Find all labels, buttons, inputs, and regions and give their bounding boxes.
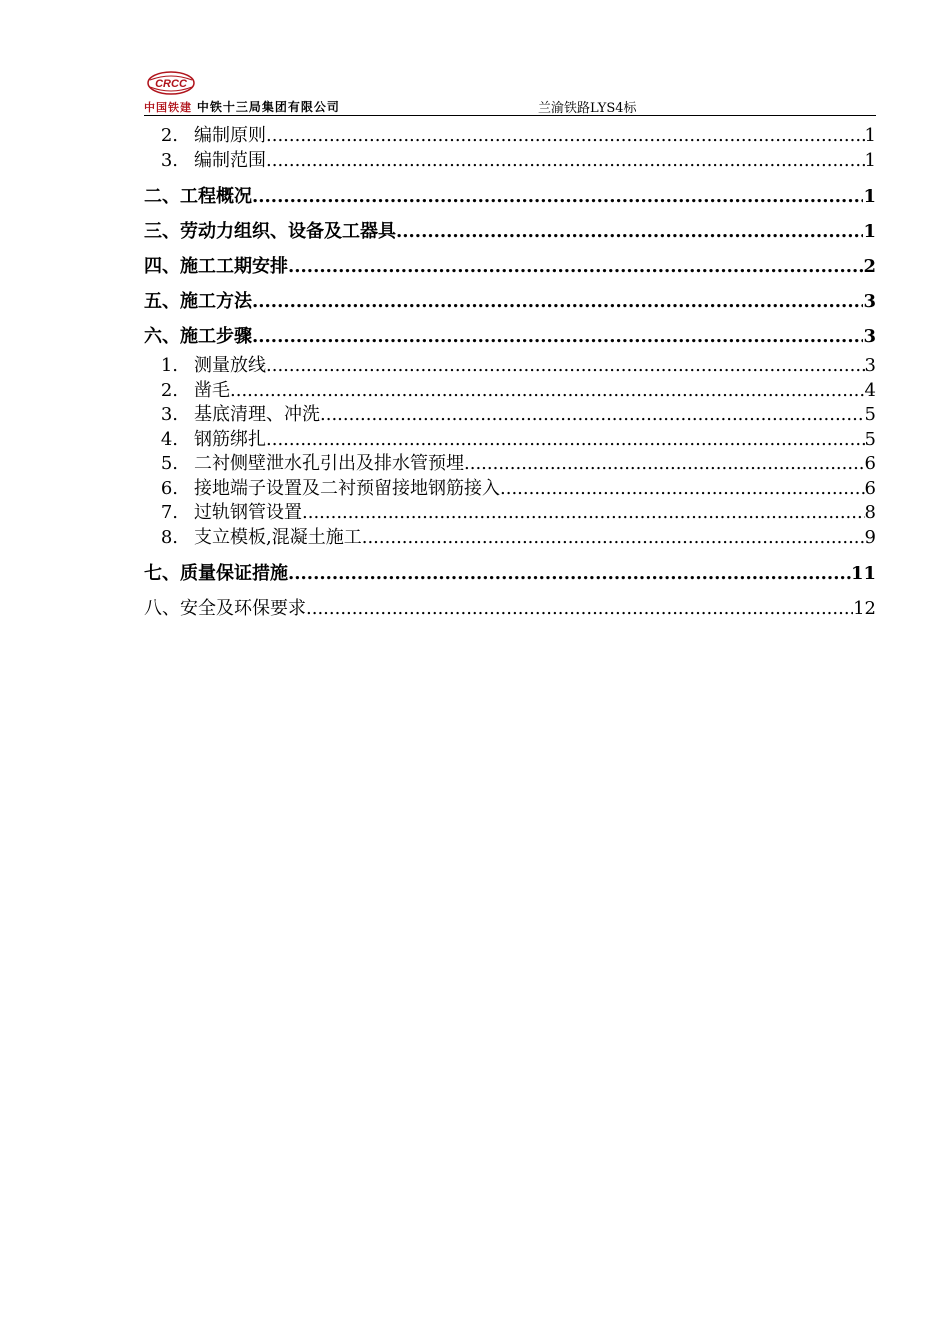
table-of-contents: [144, 124, 876, 626]
toc-entry-number: 3.: [160, 404, 178, 425]
toc-section-page: 1: [863, 186, 876, 207]
toc-section-7[interactable]: [144, 556, 876, 591]
toc-entry[interactable]: [144, 526, 876, 551]
toc-section-6[interactable]: [144, 319, 876, 354]
toc-section-8[interactable]: [144, 591, 876, 626]
company-name: [144, 98, 340, 115]
toc-section-title: 五、施工方法: [144, 291, 252, 312]
toc-entry[interactable]: [144, 379, 876, 404]
toc-entry-number: 7.: [160, 502, 178, 523]
toc-section-title: 六、施工步骤: [144, 326, 252, 347]
toc-entry-page: 1: [864, 125, 876, 146]
toc-leader-dots: [266, 149, 865, 174]
toc-leader-dots: [288, 556, 851, 591]
toc-leader-dots: [302, 501, 865, 526]
toc-leader-dots: [464, 452, 865, 477]
toc-entry[interactable]: [144, 354, 876, 379]
toc-leader-dots: [396, 214, 863, 249]
toc-entry-number: 2.: [160, 125, 178, 146]
toc-entry-title: 编制范围: [194, 149, 266, 171]
toc-entry-page: 1: [864, 149, 876, 171]
company-prefix: 中国铁建: [144, 101, 192, 114]
toc-leader-dots: [288, 249, 863, 284]
toc-section-5[interactable]: [144, 284, 876, 319]
toc-entry[interactable]: [144, 149, 876, 174]
company-main-name: 中铁十三局集团有限公司: [196, 100, 340, 114]
toc-leader-dots: [252, 319, 863, 354]
toc-entry[interactable]: [144, 452, 876, 477]
toc-entry-title: 测量放线: [194, 355, 266, 376]
toc-section-page: 3: [863, 326, 876, 347]
page-header: [144, 70, 876, 116]
toc-entry-number: 4.: [160, 428, 178, 450]
toc-section-title: 八、安全及环保要求: [144, 598, 306, 619]
svg-text:CRCC: CRCC: [155, 78, 187, 90]
toc-section-page: 12: [853, 598, 876, 619]
toc-leader-dots: [362, 526, 865, 551]
toc-entry-number: 1.: [160, 355, 178, 376]
toc-entry-title: 编制原则: [194, 125, 266, 146]
toc-entry-title: 二衬侧壁泄水孔引出及排水管预埋: [194, 453, 464, 474]
toc-entry-title: 接地端子设置及二衬预留接地钢筋接入: [194, 477, 500, 499]
toc-leader-dots: [266, 428, 865, 453]
toc-section-title: 二、工程概况: [144, 186, 252, 207]
toc-entry-page: 5: [864, 428, 876, 450]
toc-section-page: 2: [863, 256, 876, 277]
toc-leader-dots: [252, 284, 863, 319]
toc-entry[interactable]: [144, 501, 876, 526]
toc-entry-page: 9: [864, 526, 876, 548]
toc-section-title: 四、施工工期安排: [144, 256, 288, 277]
toc-entry[interactable]: [144, 403, 876, 428]
toc-entry-title: 凿毛: [194, 379, 230, 401]
toc-entry-number: 6.: [160, 477, 178, 499]
toc-entry-title: 过轨钢管设置: [194, 502, 302, 523]
toc-entry-title: 支立模板,混凝土施工: [194, 526, 362, 548]
toc-entry-title: 钢筋绑扎: [194, 428, 266, 450]
toc-leader-dots: [230, 379, 865, 404]
toc-leader-dots: [306, 591, 853, 626]
toc-entry-page: 6: [864, 477, 876, 499]
toc-section-title: 三、劳动力组织、设备及工器具: [144, 221, 396, 242]
toc-section-page: 11: [850, 563, 876, 584]
project-name: 兰渝铁路LYS4标: [538, 101, 637, 116]
toc-leader-dots: [266, 124, 865, 149]
toc-section-2[interactable]: [144, 179, 876, 214]
toc-entry-number: 3.: [160, 149, 178, 171]
toc-entry-number: 8.: [160, 526, 178, 548]
toc-entry-number: 5.: [160, 453, 178, 474]
toc-entry-page: 5: [864, 404, 876, 425]
toc-entry-page: 3: [864, 355, 876, 376]
toc-section-3[interactable]: [144, 214, 876, 249]
toc-entry[interactable]: [144, 428, 876, 453]
toc-entry-number: 2.: [160, 379, 178, 401]
toc-leader-dots: [500, 477, 865, 502]
toc-leader-dots: [266, 354, 865, 379]
toc-leader-dots: [320, 403, 865, 428]
toc-entry-page: 6: [864, 453, 876, 474]
toc-entry[interactable]: [144, 124, 876, 149]
toc-entry[interactable]: [144, 477, 876, 502]
toc-entry-page: 4: [864, 379, 876, 401]
crcc-logo-icon: [146, 70, 196, 100]
toc-section-title: 七、质量保证措施: [144, 563, 288, 584]
toc-section-page: 3: [863, 291, 876, 312]
toc-entry-title: 基底清理、冲洗: [194, 404, 320, 425]
toc-leader-dots: [252, 179, 863, 214]
toc-section-4[interactable]: [144, 249, 876, 284]
toc-section-page: 1: [863, 221, 876, 242]
toc-entry-page: 8: [864, 502, 876, 523]
